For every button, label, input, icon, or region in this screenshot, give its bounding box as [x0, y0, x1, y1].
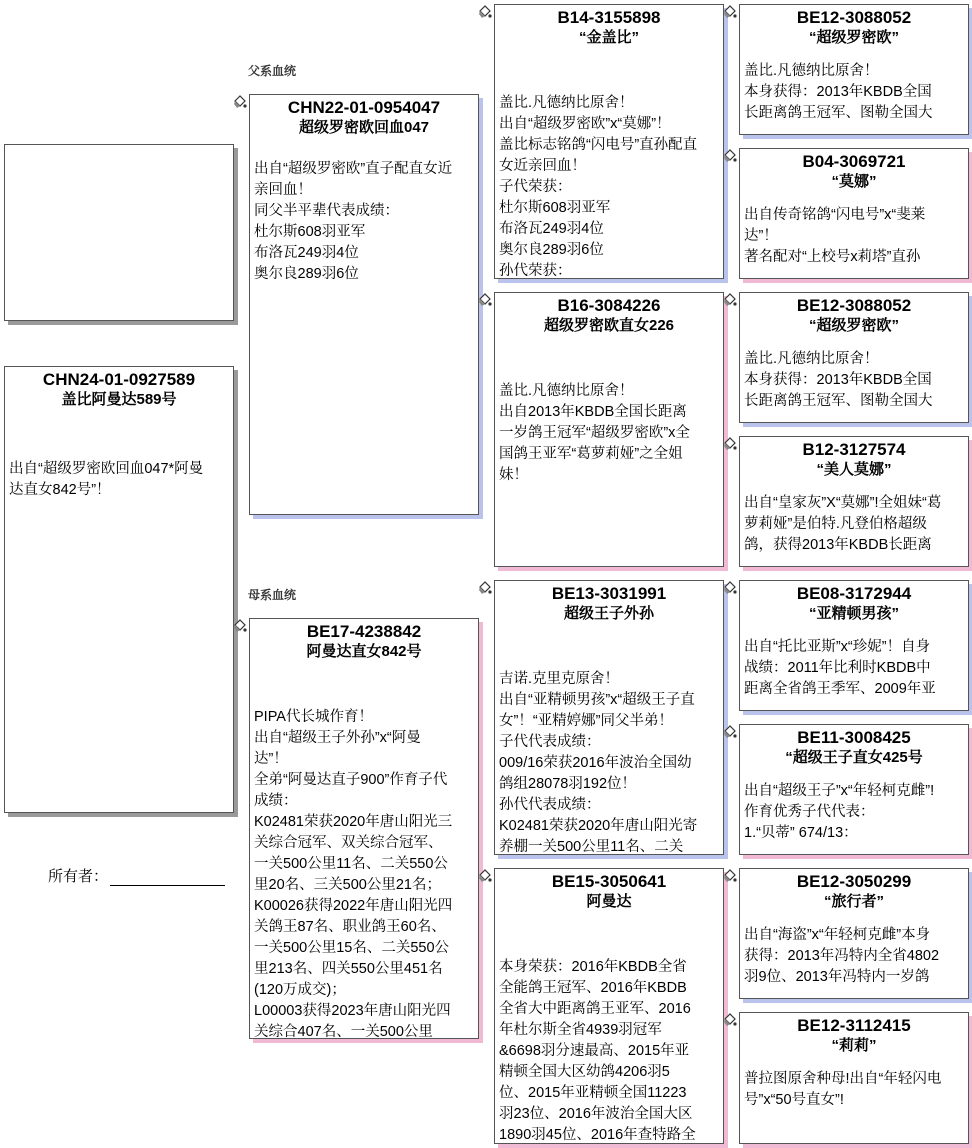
owner-line[interactable] — [110, 871, 225, 886]
desc-line: 里20名、三关500公里21名； — [254, 877, 441, 893]
desc-line: 年杜尔斯全省4939羽冠军 — [499, 1022, 662, 1038]
desc-line: 盖比.凡德纳比原舍！ — [744, 351, 879, 367]
desc-line: 出自“超级罗密欧”直子配直女近 — [254, 161, 453, 177]
desc-line: 女”！“亚精婷娜”同父半弟！ — [499, 713, 673, 729]
desc-line: K02481荣获2020年唐山阳光三 — [254, 814, 453, 830]
pigeon-name: 阿曼达 — [586, 893, 632, 910]
desc-line: 羽23位、2016年波治全国大区 — [499, 1106, 693, 1122]
desc-line: 成绩： — [254, 793, 298, 809]
desc-line: 本身获得：2013年KBDB全国 — [744, 372, 932, 388]
edit-icon[interactable] — [233, 95, 247, 109]
pigeon-name: 超级王子外孙 — [563, 605, 654, 622]
card-description — [740, 205, 968, 268]
desc-line: 关鸽王87名、职业鸽王60名、 — [254, 919, 446, 935]
card-description — [740, 925, 968, 988]
dam-card[interactable] — [249, 618, 479, 1039]
desc-line: &6698羽分速最高、2015年亚 — [499, 1043, 690, 1059]
desc-line: 出自“超级罗密欧回血047*阿曼 — [9, 461, 204, 477]
desc-line: 吉诺.克里克原舍！ — [499, 671, 620, 687]
desc-line: 出自“托比亚斯”x“珍妮”！自身 — [744, 639, 931, 655]
desc-line: 长距离鸽王冠军、图勒全国大 — [744, 393, 933, 409]
ring-number: BE12-3050299 — [796, 872, 912, 891]
ring-number: BE17-4238842 — [306, 622, 422, 641]
desc-line: 孙代代表成绩： — [499, 797, 601, 813]
sss-card[interactable] — [739, 4, 969, 135]
desc-line: 1890羽45位、2016年查特路全 — [499, 1127, 696, 1143]
desc-line: (120万成交)； — [254, 982, 346, 998]
sire-card[interactable] — [249, 94, 479, 515]
card-description — [5, 459, 233, 501]
desc-line: 出自“亚精顿男孩”x“超级王子直 — [499, 692, 695, 708]
pigeon-name: “美人莫娜” — [816, 461, 892, 478]
desc-line: 本身荣获：2016年KBDB全省 — [499, 959, 687, 975]
desc-line: 出自“超级王子外孙”x“阿曼 — [254, 730, 421, 746]
desc-line: 出自“海盗”x“年轻柯克雌”本身 — [744, 927, 931, 943]
desc-line: 全能鸽王冠军、2016年KBDB — [499, 980, 687, 996]
pigeon-name: “亚精顿男孩” — [808, 605, 899, 622]
ring-number: B04-3069721 — [802, 152, 906, 171]
desc-line: 作育优秀子代代表： — [744, 804, 875, 820]
edit-icon[interactable] — [478, 581, 492, 595]
pigeon-name: “莫娜” — [831, 173, 877, 190]
photo-placeholder[interactable] — [4, 144, 234, 321]
pigeon-name: “超级王子直女425号 — [785, 749, 923, 766]
sire-sire-card[interactable] — [494, 4, 724, 279]
desc-line: 出自“超级罗密欧”x“莫娜”！ — [499, 116, 671, 132]
desc-line: 精顿全国大区幼鸽4206羽5 — [499, 1064, 670, 1080]
edit-icon[interactable] — [723, 5, 737, 19]
desc-line: 奥尔良289羽6位 — [254, 266, 359, 282]
ring-number: BE11-3008425 — [797, 728, 911, 747]
desc-line: 萝莉娅”是伯特.凡登伯格超级 — [744, 516, 927, 532]
card-description — [740, 493, 968, 556]
desc-line: 009/16荣获2016年波治全国幼 — [499, 755, 692, 771]
desc-line: K00026获得2022年唐山阳光四 — [254, 898, 453, 914]
sds-card[interactable] — [739, 292, 969, 423]
card-description — [495, 669, 723, 855]
ring-number: CHN22-01-0954047 — [287, 98, 441, 117]
ring-number: CHN24-01-0927589 — [42, 370, 196, 389]
edit-icon[interactable] — [478, 869, 492, 883]
edit-icon[interactable] — [723, 581, 737, 595]
desc-line: 布洛瓦249羽4位 — [499, 221, 604, 237]
maternal-label: 母系血统 — [248, 588, 297, 602]
card-description — [740, 637, 968, 700]
edit-icon[interactable] — [723, 293, 737, 307]
desc-line: 同父半平辈代表成绩： — [254, 203, 399, 219]
edit-icon[interactable] — [723, 149, 737, 163]
desc-line: 盖比.凡德纳比原舍！ — [499, 95, 634, 111]
pigeon-name: 盖比阿曼达589号 — [61, 391, 177, 408]
desc-line: 养棚一关500公里11名、二关 — [499, 839, 684, 855]
desc-line: 亲回血！ — [254, 182, 312, 198]
desc-line: 奥尔良289羽6位 — [499, 242, 604, 258]
desc-line: 盖比标志铭鸽“闪电号”直孙配直 — [499, 137, 698, 153]
desc-line: 一关500公里15名、二关550公 — [254, 940, 450, 956]
desc-line: 国鸽王亚军“葛萝莉娅”之全姐 — [499, 446, 683, 462]
owner-label: 所有者： — [48, 868, 109, 885]
desc-line: 达”！ — [744, 228, 778, 244]
edit-icon[interactable] — [723, 437, 737, 451]
edit-icon[interactable] — [723, 869, 737, 883]
card-description — [740, 61, 968, 124]
card-description — [740, 781, 968, 844]
card-description — [495, 381, 723, 486]
desc-line: 孙代荣获： — [499, 263, 572, 279]
desc-line: 距离全省鸽王季军、2009年亚 — [744, 681, 936, 697]
desc-line: 一关500公里11名、二关550公 — [254, 856, 448, 872]
owner-field — [48, 865, 225, 886]
desc-line: 杜尔斯608羽亚军 — [499, 200, 611, 216]
ddd-card[interactable] — [739, 1012, 969, 1144]
ring-number: BE12-3088052 — [796, 296, 912, 315]
desc-line: 战绩：2011年比利时KBDB中 — [744, 660, 931, 676]
desc-line: 获得：2013年冯特内全省4802 — [744, 948, 940, 964]
desc-line: 长距离鸽王冠军、图勒全国大 — [744, 105, 933, 121]
desc-line: 女近亲回血！ — [499, 158, 586, 174]
desc-line: 出自“超级王子”x“年轻柯克雌”! — [744, 783, 935, 799]
desc-line: 杜尔斯608羽亚军 — [254, 224, 366, 240]
dss-card[interactable] — [739, 580, 969, 711]
desc-line: 出自传奇铭鸽“闪电号”x“斐莱 — [744, 207, 926, 223]
desc-line: 关综合407名、一关500公里 — [254, 1024, 433, 1039]
desc-line: 一岁鸽王冠军“超级罗密欧”x全 — [499, 425, 690, 441]
desc-line: 号”x“50号直女”! — [744, 1092, 844, 1108]
pigeon-name: “金盖比” — [578, 29, 639, 46]
edit-icon[interactable] — [233, 619, 247, 633]
desc-line: 妹！ — [499, 467, 528, 483]
dam-sire-card[interactable] — [494, 580, 724, 855]
desc-line: 出自“皇家灰”X“莫娜”!全姐妹“葛 — [744, 495, 942, 511]
dds-card[interactable] — [739, 868, 969, 999]
pigeon-name: 超级罗密欧直女226 — [543, 317, 675, 334]
desc-line: PIPA代长城作育！ — [254, 709, 373, 725]
card-description — [740, 1069, 968, 1111]
ring-number: BE12-3088052 — [796, 8, 912, 27]
desc-line: 布洛瓦249羽4位 — [254, 245, 359, 261]
edit-icon[interactable] — [478, 5, 492, 19]
desc-line: 子代荣获： — [499, 179, 572, 195]
card-description — [495, 957, 723, 1144]
desc-line: 普拉图原舍种母!出自“年轻闪电 — [744, 1071, 942, 1087]
paternal-label: 父系血统 — [248, 64, 297, 78]
pigeon-name: “旅行者” — [823, 893, 884, 910]
desc-line: 达直女842号”！ — [9, 482, 111, 498]
pigeon-name: “超级罗密欧” — [808, 317, 899, 334]
desc-line: L00003获得2023年唐山阳光四 — [254, 1003, 451, 1019]
desc-line: 位、2015年亚精顿全国11223 — [499, 1085, 687, 1101]
edit-icon[interactable] — [723, 1013, 737, 1027]
desc-line: 全弟“阿曼达直子900”作育子代 — [254, 772, 448, 788]
ring-number: B14-3155898 — [557, 8, 661, 27]
desc-line: 盖比.凡德纳比原舍！ — [499, 383, 634, 399]
card-description — [495, 93, 723, 279]
dsd-card[interactable] — [739, 724, 969, 855]
pigeon-name: 阿曼达直女842号 — [306, 643, 422, 660]
subject-card[interactable] — [4, 366, 234, 813]
desc-line: 盖比.凡德纳比原舍！ — [744, 63, 879, 79]
ssd-card[interactable] — [739, 148, 969, 279]
ring-number: BE15-3050641 — [551, 872, 667, 891]
ring-number: B16-3084226 — [557, 296, 661, 315]
sire-dam-card[interactable] — [494, 292, 724, 567]
desc-line: 子代代表成绩： — [499, 734, 601, 750]
card-description — [250, 707, 478, 1039]
card-description — [250, 159, 478, 285]
desc-line: 鸽组28078羽192位！ — [499, 776, 637, 792]
ring-number: BE08-3172944 — [796, 584, 912, 603]
ring-number: BE12-3112415 — [797, 1016, 911, 1035]
pigeon-name: 超级罗密欧回血047 — [298, 119, 430, 136]
edit-icon[interactable] — [478, 293, 492, 307]
desc-line: 达”！ — [254, 751, 288, 767]
desc-line: 著名配对“上校号x莉塔”直孙 — [744, 249, 921, 265]
desc-line: 关综合冠军、双关综合冠军、 — [254, 835, 443, 851]
desc-line: 里213名、四关550公里451名 — [254, 961, 443, 977]
desc-line: 全省大中距离鸽王亚军、2016 — [499, 1001, 691, 1017]
desc-line: 羽9位、2013年冯特内一岁鸽 — [744, 969, 930, 985]
sdd-card[interactable] — [739, 436, 969, 567]
pigeon-name: “莉莉” — [831, 1037, 877, 1054]
desc-line: 鸽，获得2013年KBDB长距离 — [744, 537, 932, 553]
pigeon-name: “超级罗密欧” — [808, 29, 899, 46]
ring-number: BE13-3031991 — [551, 584, 667, 603]
dam-dam-card[interactable] — [494, 868, 724, 1144]
desc-line: 本身获得：2013年KBDB全国 — [744, 84, 932, 100]
edit-icon[interactable] — [723, 725, 737, 739]
desc-line: 1.“贝蒂” 674/13： — [744, 825, 858, 841]
ring-number: B12-3127574 — [802, 440, 906, 459]
desc-line: K02481荣获2020年唐山阳光寄 — [499, 818, 698, 834]
desc-line: 出自2013年KBDB全国长距离 — [499, 404, 687, 420]
card-description — [740, 349, 968, 412]
